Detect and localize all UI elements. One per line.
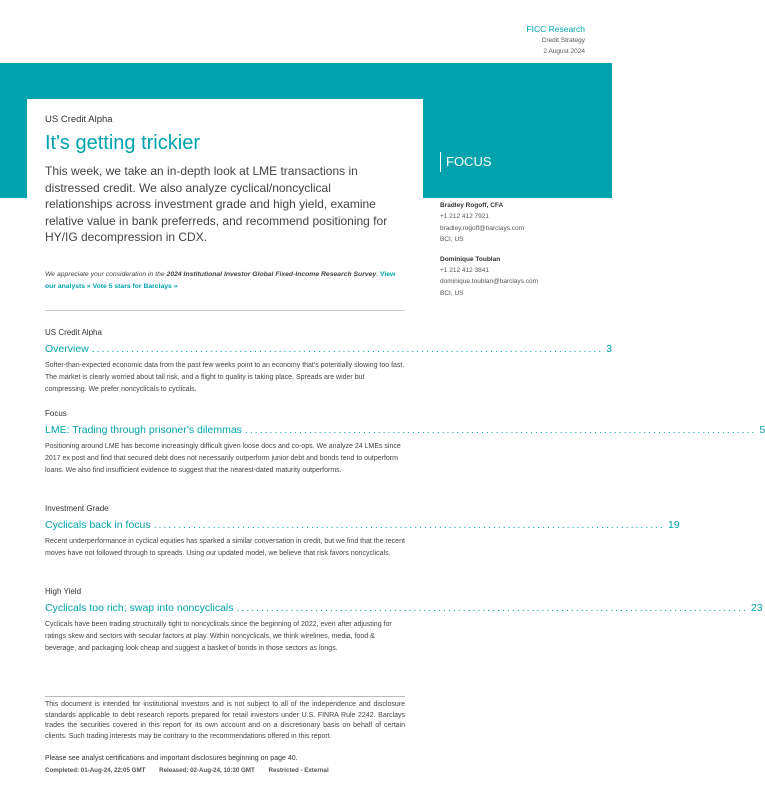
- completed-time: Completed: 01-Aug-24, 22:05 GMT: [45, 767, 146, 774]
- author-name: Dominique Toublan: [440, 255, 501, 263]
- section-summary: Positioning around LME has become increasingly difficult given loose docs and co-ops. We analyze 24 LMEs since 2017 ex post and find that secured debt does not necessarily outperform junior debt and bonds tend to outperform loans. We also find insufficient evidence to suggest that the nearest-dated maturity outperforms.: [45, 443, 401, 474]
- appreciation-survey-name: 2024 Institutional Investor Global Fixed-Income Research Survey: [166, 271, 377, 278]
- author-list: [440, 200, 600, 307]
- survey-appreciation: [45, 269, 405, 293]
- appreciation-suffix: .: [376, 271, 380, 278]
- toc-leader: ........................................................................................................: [236, 602, 748, 614]
- subdivision-label: Credit Strategy: [541, 37, 585, 44]
- author-entity: BCI, US: [440, 236, 464, 243]
- toc-entry-lme[interactable]: [45, 421, 765, 439]
- author-phone: +1 212 412 3841: [440, 266, 489, 274]
- disclaimer: This document is intended for institutional investors and is not subject to all of the independence and disclosure standards applicable to debt research reports prepared for retail investors under U.S. FINRA Rule 2242. Barclays trades the securities covered in this report for its own account and on a discretionary basis on behalf of certain clients. Such trading interests may be contrary to the recommendations offered in this report.: [45, 696, 405, 742]
- toc-section: [45, 502, 680, 560]
- certifications-note: Please see analyst certifications and important disclosures beginning on page 40.: [45, 755, 298, 762]
- section-label: Focus: [45, 409, 67, 418]
- toc-entry-ig-cyclicals[interactable]: [45, 516, 680, 534]
- appreciation-prefix: We appreciate your consideration in the: [45, 271, 167, 278]
- author-name: Bradley Rogoff, CFA: [440, 202, 504, 209]
- toc-section: [45, 407, 765, 477]
- report-header: [526, 24, 585, 57]
- toc-title: Cyclicals back in focus: [45, 519, 151, 531]
- section-label: High Yield: [45, 587, 82, 596]
- toc-entry-hy-cyclicals[interactable]: [45, 599, 763, 617]
- author-email[interactable]: bradley.rogoff@barclays.com: [440, 224, 525, 232]
- toc-section: [45, 585, 763, 655]
- author-card: [440, 200, 600, 246]
- author-email[interactable]: dominique.toublan@barclays.com: [440, 278, 539, 285]
- toc-leader: ........................................................................................................: [91, 343, 604, 355]
- toc-title: Overview: [45, 343, 89, 355]
- restriction-label: Restricted - External: [268, 767, 329, 774]
- toc-leader: ........................................................................................................: [244, 424, 757, 436]
- author-phone: +1 212 412 7921: [440, 213, 489, 220]
- report-category: US Credit Alpha: [45, 114, 113, 125]
- toc-title: Cyclicals too rich; swap into noncyclicals: [45, 602, 234, 614]
- division-label: FICC Research: [526, 24, 585, 34]
- author-card: [440, 254, 600, 300]
- lead-paragraph: This week, we take an in-depth look at LME transactions in distressed credit. We also analyze cyclical/noncyclical relationships across investment grade and high yield, examine relative value in bank preferreds, and recommend positioning for HY/IG decompression in CDX.: [45, 164, 388, 245]
- release-stamp: [45, 767, 341, 774]
- toc-entry-overview[interactable]: [45, 340, 613, 358]
- toc-page: 5: [759, 424, 765, 436]
- section-label: US Credit Alpha: [45, 328, 102, 337]
- section-label: Investment Grade: [45, 504, 109, 513]
- toc-page: 3: [606, 343, 613, 355]
- author-entity: BCI, US: [440, 289, 464, 297]
- toc-page: 23: [750, 602, 763, 614]
- section-summary: Cyclicals have been trading structurally tight to noncyclicals since the beginning of 2022, even after adjusting for ratings skew and sectors with secular factors at play. Within noncyclicals, we think wirelines, media, food & beverage, and packaging look cheap and suggest a basket of bonds in those sectors as longs.: [45, 621, 392, 652]
- divider: [45, 310, 405, 311]
- vote-link[interactable]: View our analysts » Vote 5 stars for Barclays »: [45, 271, 396, 290]
- toc-leader: ........................................................................................................: [153, 519, 666, 531]
- section-summary: Softer-than-expected economic data from the past few weeks point to an economy that's potentially slowing too fast. The market is clearly worried about tail risk, and a flight to quality is taking place. Spreads are wider but compressing. We prefer noncyclicals to cyclicals.: [45, 362, 405, 393]
- toc-section: [45, 326, 613, 396]
- released-time: Released: 02-Aug-24, 10:30 GMT: [159, 767, 255, 774]
- page-title: It's getting trickier: [45, 132, 200, 154]
- section-summary: Recent underperformance in cyclical equities has sparked a similar conversation in credit, but we find that the recent moves have not followed through to spreads. Using our updated model, we believe that risk favors noncyclicals.: [45, 538, 405, 557]
- report-date: 2 August 2024: [543, 48, 585, 55]
- toc-page: 19: [668, 519, 680, 531]
- focus-label: FOCUS: [440, 152, 492, 172]
- toc-title: LME: Trading through prisoner's dilemmas: [45, 424, 242, 436]
